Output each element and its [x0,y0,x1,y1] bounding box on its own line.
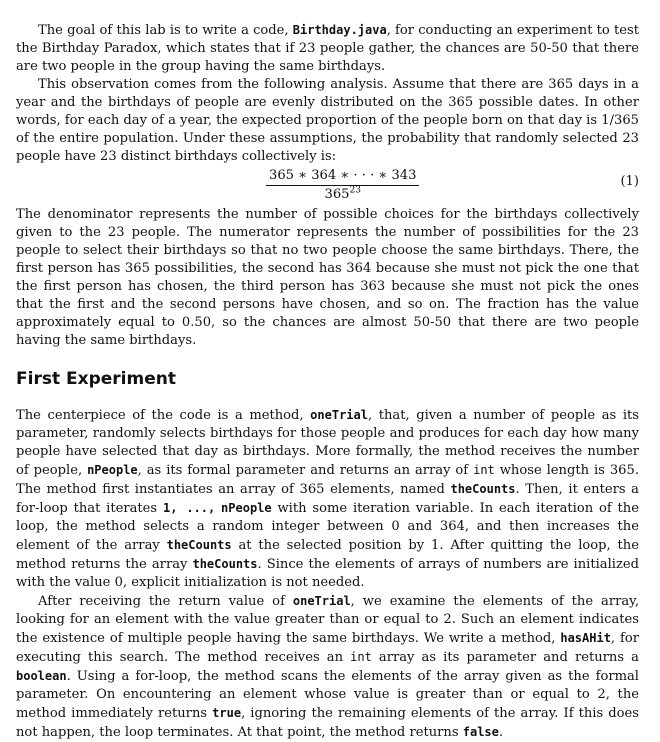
code-range: 1, ..., [162,501,216,515]
code-birthday-java: Birthday.java [292,23,387,37]
intro-paragraph-3: The denominator represents the number of possible choices for the birthdays collectively given to the 23 people. The numerator represents the number of possibilities for the 23 people to select their birthdays so that no two people choose the same birthdays. There, the first person has 365 possibilities, the second has 364 because she must not pick the one that the first person has chosen, the third person has 363 because she must not pick the ones that the first and the second persons have chosen, and so on. The fraction has the value approximately equal to 0.50, so the chances are almost 50-50 that there are two people having the same birthdays. [16,207,639,348]
code-true: true [212,706,242,720]
section-title: First Experiment [16,369,176,389]
fraction-numerator: 365 ∗ 364 ∗ · · · ∗ 343 [266,167,419,186]
code-boolean: boolean [16,669,67,683]
fraction-denominator: $365^{23}$ [324,185,361,202]
intro-paragraph-1: The goal of this lab is to write a code, Birthday.java, for conducting an experiment to test the Birthday Paradox, which states that if 23 people gather, the chances are 50-50 that there are two people in the group having the same birthdays. [16,23,639,74]
code-npeople: nPeople [87,463,138,477]
code-onetrial: oneTrial [310,408,368,422]
section-paragraph-2: After receiving the return value of oneTrial, we examine the elements of the array, looking for an element with the value greater than or equal to 2. Such an element indicates the existence of multiple people having the same birthdays. We write a method, hasAHit, for executing this search. The method receives an int array as its parameter and returns a boolean. Using a for-loop, the method scans the elements of the array given as the formal parameter. On encountering an element whose value is greater than or equal to 2, the method immediately returns true, ignoring the remaining elements of the array. If this does not happen, the loop terminates. At that point, the method returns false. [16,594,640,740]
code-thecounts: theCounts [450,482,516,496]
probability-equation [16,166,639,204]
code-hasahit: hasAHit [560,631,611,645]
code-thecounts: theCounts [192,557,258,571]
code-onetrial: oneTrial [292,594,351,608]
code-thecounts: theCounts [166,538,232,552]
code-npeople: nPeople [221,501,272,515]
fraction [266,167,419,204]
code-false: false [462,725,499,739]
code-int: int [473,463,495,477]
document-page [16,21,639,742]
intro-paragraph-2: This observation comes from the following analysis. Assume that there are 365 days in a year and the birthdays of people are evenly distributed on the 365 possible dates. In other words, for each day of a year, the expected proportion of the people born on that day is 1/365 of the entire population. Under these assumptions, the probability that randomly selected 23 people have 23 distinct birthdays collectively is: [16,77,639,164]
code-int: int [350,650,372,664]
section-paragraph-1: The centerpiece of the code is a method, oneTrial, that, given a number of people as its parameter, randomly selects birthdays for those people and produces for each day how many people have selected that day as birthdays. More formally, the method receives the number of people, nPeople, as its formal parameter and returns an array of int whose length is 365. The method first instantiates an array of 365 elements, named theCounts. Then, it enters a for-loop that iterates 1, ..., nPeople with some iteration variable. In each iteration of the loop, the method selects a random integer between 0 and 364, and then increases the element of the array theCounts at the selected position by 1. After quitting the loop, the method returns the array theCounts. Since the elements of arrays of numbers are initialized with the value 0, explicit initialization is not needed. [16,408,639,590]
equation-number: (1) [620,174,639,189]
